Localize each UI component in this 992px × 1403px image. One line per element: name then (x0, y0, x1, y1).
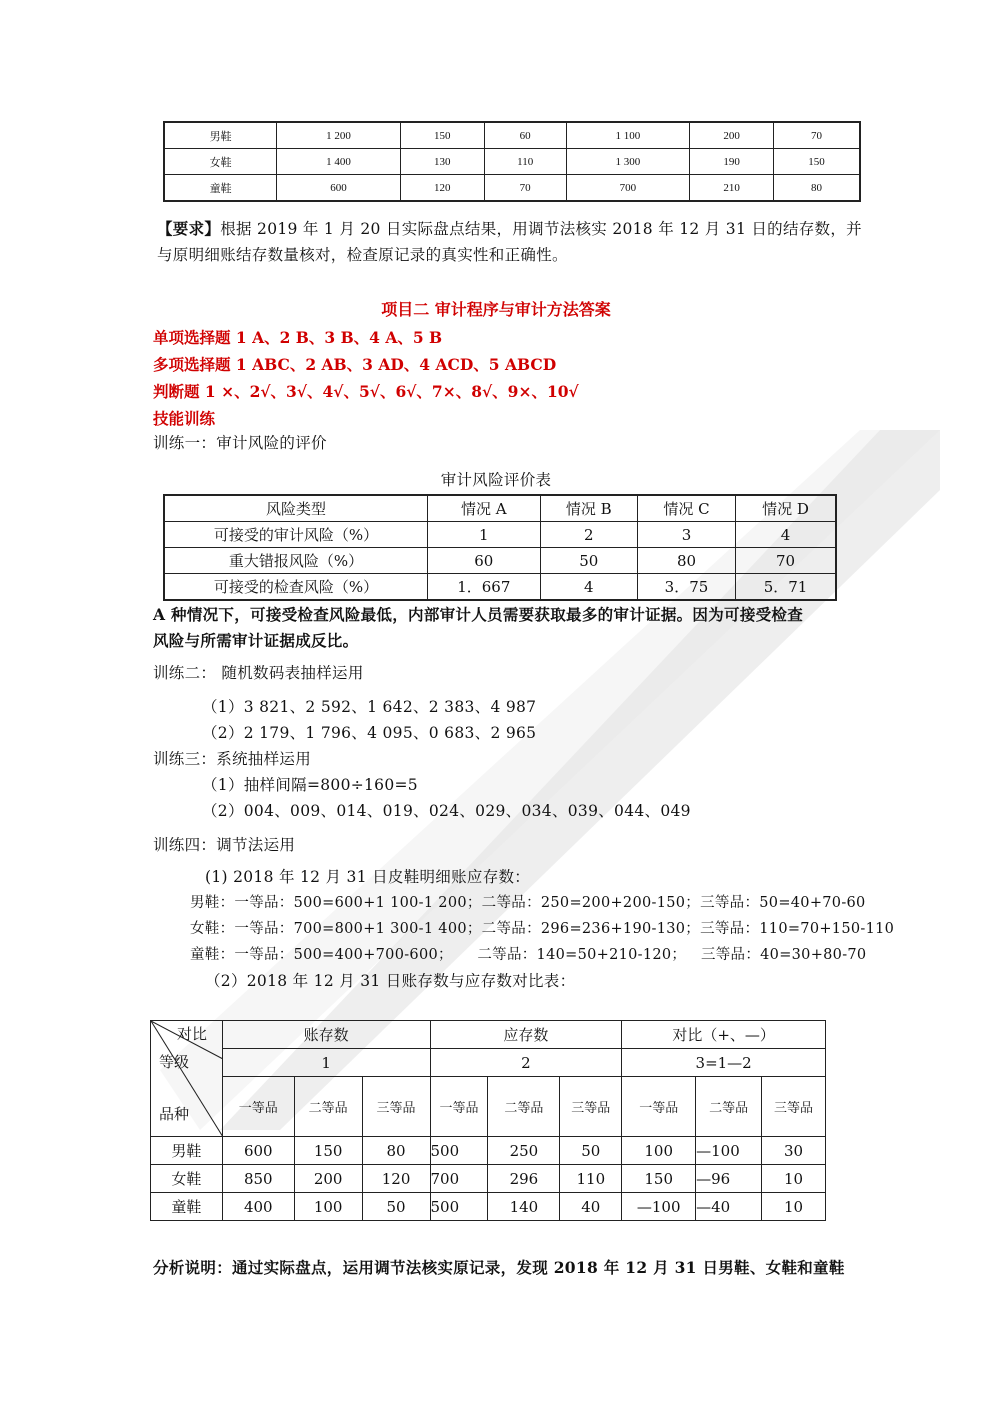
grade-header-cell: 三等品 (560, 1077, 622, 1137)
table-cell: 50 (540, 548, 637, 574)
training2-line2: （2）2 179、1 796、4 095、0 683、2 965 (202, 724, 537, 742)
table-cell: 80 (637, 548, 735, 574)
table-cell: 50 (560, 1137, 622, 1165)
table-cell: 500 (430, 1137, 488, 1165)
training3-line1: （1）抽样间隔=800÷160=5 (202, 776, 418, 794)
table-row (151, 1193, 826, 1221)
table-cell: —40 (696, 1193, 762, 1221)
group-header-book: 账存数 (222, 1021, 430, 1049)
group-header-diff: 对比（+、—） (622, 1021, 826, 1049)
table-cell: —96 (696, 1165, 762, 1193)
requirement-line1: 根据 2019 年 1 月 20 日实际盘点结果，用调节法核实 2018 年 12 月 31 日的结存数，并 (220, 220, 862, 238)
table-cell: 4 (736, 522, 836, 548)
table-cell: 1．667 (428, 574, 541, 601)
table-header-cell: 情况 A (428, 495, 541, 522)
section-title: 项目二 审计程序与审计方法答案 (381, 300, 611, 319)
table-cell: 70 (484, 175, 566, 202)
table-cell: 30 (762, 1137, 826, 1165)
table-cell: 60 (428, 548, 541, 574)
analysis-paragraph: 分析说明：通过实际盘点，运用调节法核实原记录，发现 2018 年 12 月 31 日男鞋、女鞋和童鞋 (153, 1258, 845, 1277)
table-row (151, 1165, 826, 1193)
risk-note (153, 602, 883, 654)
table-cell: 210 (690, 175, 774, 202)
table-cell: 1 100 (566, 122, 690, 149)
table-row (164, 522, 836, 548)
training4-line2: 男鞋：一等品：500=600+1 100-1 200；二等品：250=200+200-150；三等品：50=40+70-60 (190, 895, 866, 911)
table-cell: 250 (488, 1137, 560, 1165)
table-cell: 130 (400, 149, 484, 175)
table-cell: 童鞋 (164, 175, 277, 202)
table-header-cell: 情况 B (540, 495, 637, 522)
table-cell: 女鞋 (151, 1165, 223, 1193)
table-cell: 童鞋 (151, 1193, 223, 1221)
table-cell: 1 400 (277, 149, 401, 175)
group-num-2: 2 (430, 1049, 622, 1077)
grade-header-cell: 一等品 (430, 1077, 488, 1137)
grade-header-cell: 二等品 (488, 1077, 560, 1137)
training4-line4: 童鞋：一等品：500=400+700-600； 二等品：140=50+210-120； 三等品：40=30+80-70 (190, 947, 867, 963)
skills-heading: 技能训练 (153, 409, 216, 428)
table-row (164, 149, 860, 175)
table-row (164, 175, 860, 202)
table-row (164, 122, 860, 149)
group-header-expected: 应存数 (430, 1021, 622, 1049)
group-num-1: 1 (222, 1049, 430, 1077)
table-cell: 110 (484, 149, 566, 175)
table-header-cell: 情况 C (637, 495, 735, 522)
table-cell: 4 (540, 574, 637, 601)
table-cell: 150 (622, 1165, 696, 1193)
table-cell: 296 (488, 1165, 560, 1193)
table-row (151, 1137, 826, 1165)
corner-label-grade: 等级 (159, 1053, 190, 1071)
grade-header-cell: 三等品 (762, 1077, 826, 1137)
training1-title: 训练一：审计风险的评价 (153, 434, 327, 452)
table-cell: 120 (400, 175, 484, 202)
table-cell: —100 (622, 1193, 696, 1221)
table-cell: 40 (560, 1193, 622, 1221)
table-cell: 可接受的检查风险（%） (164, 574, 428, 601)
risk-note-line2: 风险与所需审计证据成反比。 (153, 631, 359, 650)
table-cell: 70 (774, 122, 860, 149)
table-cell: 200 (294, 1165, 362, 1193)
training4-line5: （2）2018 年 12 月 31 日账存数与应存数对比表： (205, 972, 576, 990)
table-cell: 110 (560, 1165, 622, 1193)
table-cell: 10 (762, 1165, 826, 1193)
grade-header-cell: 二等品 (294, 1077, 362, 1137)
table-cell: 50 (362, 1193, 430, 1221)
table-cell: 500 (430, 1193, 488, 1221)
grade-header-cell: 一等品 (222, 1077, 294, 1137)
table-cell: 150 (774, 149, 860, 175)
answers-block (153, 324, 579, 432)
table-cell: 1 200 (277, 122, 401, 149)
training2-line1: （1）3 821、2 592、1 642、2 383、4 987 (202, 698, 537, 716)
table-cell: 150 (400, 122, 484, 149)
single-choice-answers: 单项选择题 1 A、2 B、3 B、4 A、5 B (153, 328, 443, 347)
judgement-answers: 判断题 1 ×、2√、3√、4√、5√、6√、7×、8√、9×、10√ (153, 382, 579, 401)
table-row (164, 548, 836, 574)
risk-evaluation-table (163, 494, 837, 601)
table-header-row (164, 495, 836, 522)
grade-header-cell: 一等品 (622, 1077, 696, 1137)
requirement-label: 【要求】 (157, 219, 221, 238)
table-cell: 可接受的审计风险（%） (164, 522, 428, 548)
table-cell: 70 (736, 548, 836, 574)
table-cell: 100 (622, 1137, 696, 1165)
group-num-3: 3=1—2 (622, 1049, 826, 1077)
table-cell: 120 (362, 1165, 430, 1193)
table-cell: 1 300 (566, 149, 690, 175)
table-cell: 10 (762, 1193, 826, 1221)
requirement-paragraph (157, 216, 887, 268)
table-cell: 700 (430, 1165, 488, 1193)
table-cell: 700 (566, 175, 690, 202)
requirement-line2: 与原明细账结存数量核对，检查原记录的真实性和正确性。 (157, 246, 568, 264)
table-cell: 600 (222, 1137, 294, 1165)
risk-note-line1: A 种情况下，可接受检查风险最低，内部审计人员需要获取最多的审计证据。因为可接受检查 (153, 605, 804, 624)
training4-title: 训练四：调节法运用 (153, 836, 296, 854)
table-cell: —100 (696, 1137, 762, 1165)
training4-line1: (1) 2018 年 12 月 31 日皮鞋明细账应存数： (205, 868, 531, 886)
stock-comparison-table (150, 1020, 826, 1221)
table-cell: 100 (294, 1193, 362, 1221)
table-header-cell: 情况 D (736, 495, 836, 522)
grade-header-cell: 三等品 (362, 1077, 430, 1137)
table-cell: 190 (690, 149, 774, 175)
table-cell: 400 (222, 1193, 294, 1221)
table-cell: 600 (277, 175, 401, 202)
table-cell: 850 (222, 1165, 294, 1193)
table-cell: 80 (774, 175, 860, 202)
multi-choice-answers: 多项选择题 1 ABC、2 AB、3 AD、4 ACD、5 ABCD (153, 355, 557, 374)
table-cell: 80 (362, 1137, 430, 1165)
risk-table-caption: 审计风险评价表 (440, 471, 552, 489)
table-cell: 男鞋 (151, 1137, 223, 1165)
table-cell: 60 (484, 122, 566, 149)
table-cell: 3．75 (637, 574, 735, 601)
table-cell: 150 (294, 1137, 362, 1165)
table-cell: 女鞋 (164, 149, 277, 175)
table-cell: 200 (690, 122, 774, 149)
grade-header-cell: 二等品 (696, 1077, 762, 1137)
table-header-cell: 风险类型 (164, 495, 428, 522)
table-cell: 2 (540, 522, 637, 548)
table-cell: 5．71 (736, 574, 836, 601)
training3-title: 训练三：系统抽样运用 (153, 750, 312, 768)
table-cell: 重大错报风险（%） (164, 548, 428, 574)
training3-line2: （2）004、009、014、019、024、029、034、039、044、049 (202, 802, 691, 820)
corner-label-compare: 对比 (177, 1025, 208, 1043)
table-cell: 男鞋 (164, 122, 277, 149)
corner-label-variety: 品种 (159, 1105, 190, 1123)
table-cell: 140 (488, 1193, 560, 1221)
table-row (164, 574, 836, 601)
table-cell: 1 (428, 522, 541, 548)
table-cell: 3 (637, 522, 735, 548)
training2-title: 训练二： 随机数码表抽样运用 (153, 664, 364, 682)
inventory-count-table (163, 121, 861, 202)
corner-cell (151, 1021, 223, 1137)
training4-line3: 女鞋：一等品：700=800+1 300-1 400；二等品：296=236+190-130；三等品：110=70+150-110 (190, 921, 895, 937)
